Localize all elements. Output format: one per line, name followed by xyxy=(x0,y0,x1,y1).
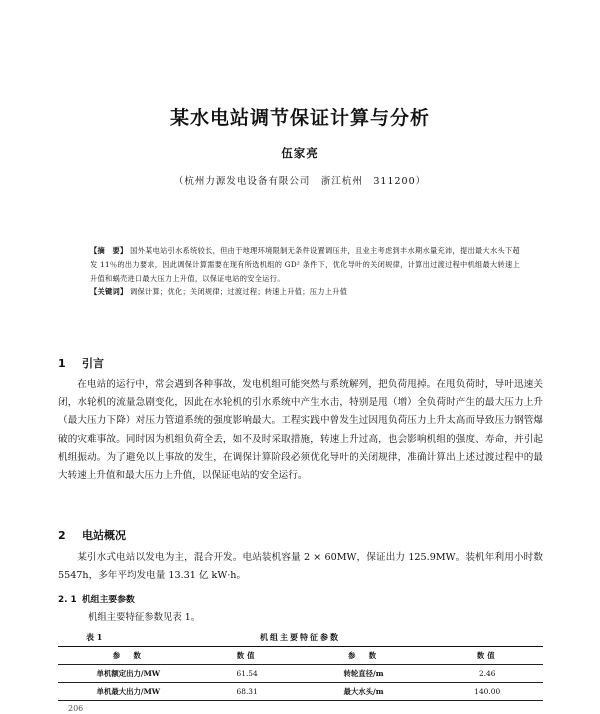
section-1-heading xyxy=(58,355,104,371)
table-1-label: 表 1 xyxy=(86,632,103,642)
subsection-2-1-heading xyxy=(58,592,135,605)
table-cell: 转轮直径/m xyxy=(296,665,432,683)
table-1-header-row xyxy=(58,647,543,665)
table-1-header: 数值 xyxy=(431,647,543,665)
table-cell: 140.00 xyxy=(431,683,543,701)
abstract-block xyxy=(90,244,520,299)
paper-title: 某水电站调节保证计算与分析 xyxy=(169,107,430,129)
section-1-body xyxy=(58,376,543,485)
table-cell: 2.46 xyxy=(431,665,543,683)
table-row xyxy=(58,665,543,683)
section-1-paragraph: 在电站的运行中，常会遇到各种事故，发电机组可能突然与系统解列，把负荷甩掉。在甩负荷时，导叶迅速关闭，水轮机的流量急剧变化，因此在水轮机的引水系统中产生水击，特别是甩（增）全负荷时产生的最大压力上升（最大压力下降）对压力管道系统的强度影响最大。工程实践中曾发生过因甩负荷压力上升太高而导致压力钢管爆破的灾难事故。同时因为机组负荷全丢，如不及时采取措施，转速上升过高，也会影响机组的强度、寿命，并引起机组振动。为了避免以上事故的发生，在调保计算阶段必须优化导叶的关闭规律，准确计算出上述过渡过程中的最大转速上升值和最大压力上升值，以保证电站的安全运行。 xyxy=(58,379,543,482)
table-1 xyxy=(58,646,543,701)
author-name: 伍家亮 xyxy=(281,146,319,160)
table-cell: 单机最大出力/MW xyxy=(58,683,199,701)
table-cell: 61.54 xyxy=(199,665,296,683)
section-2-title: 电站概况 xyxy=(82,529,126,542)
section-2-heading xyxy=(58,527,126,543)
subsection-2-1-title: 机组主要参数 xyxy=(82,595,135,605)
page-number: 206 xyxy=(68,704,84,713)
table-row xyxy=(58,683,543,701)
section-1-title: 引言 xyxy=(82,357,104,370)
author-affiliation: （杭州力源发电设备有限公司 浙江杭州 311200） xyxy=(173,176,427,187)
section-2-paragraph: 某引水式电站以发电为主，混合开发。电站装机容量 2 × 60MW，保证出力 125.9MW。装机年利用小时数 5547h，多年平均发电量 13.31 亿 kW·h。 xyxy=(58,552,543,582)
table-1-header: 参 数 xyxy=(296,647,432,665)
table-1-title: 机组主要特征参数 xyxy=(260,632,340,642)
section-2-body xyxy=(58,549,543,585)
table-cell: 68.31 xyxy=(199,683,296,701)
abstract-text: 国外某电站引水系统较长，但由于地理环境限制无条件设置调压井，且业主考虑到丰水期水量充沛，提出最大水头下超发 11％的出力要求，因此调保计算需要在现有所选机组的 GD² 条件下，优化导叶的关闭规律，计算出过渡过程中机组最大转速上升值和蜗壳进口最大压力上升值，以保证电站的安全运行。 xyxy=(90,246,520,283)
abstract-label: 【摘 要】 xyxy=(90,246,128,255)
section-2-number: 2 xyxy=(58,529,66,542)
subsection-2-1-number: 2. 1 xyxy=(58,595,77,605)
keywords-label: 【关键词】 xyxy=(90,287,128,297)
keywords-text: 调保计算；优化；关闭规律；过渡过程；转速上升值；压力上升值 xyxy=(130,287,348,297)
table-cell: 单机额定出力/MW xyxy=(58,665,199,683)
section-1-number: 1 xyxy=(58,357,66,370)
subsection-2-1-text: 机组主要特征参数见表 1。 xyxy=(88,612,201,623)
table-1-header: 数值 xyxy=(199,647,296,665)
table-1-header: 参 数 xyxy=(58,647,199,665)
table-cell: 最大水头/m xyxy=(296,683,432,701)
abstract-paragraph xyxy=(90,244,520,285)
keywords-paragraph xyxy=(90,285,520,299)
